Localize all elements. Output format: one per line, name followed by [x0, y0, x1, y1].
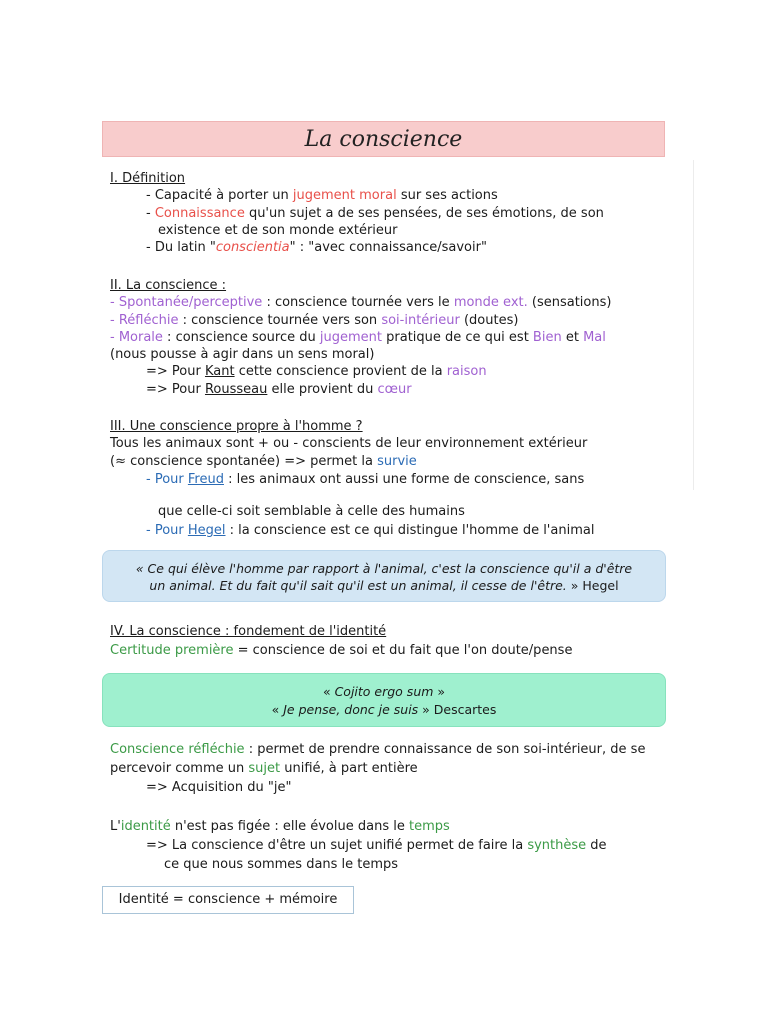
highlight: monde ext.	[453, 295, 528, 310]
text: pratique de ce qui est	[382, 330, 533, 345]
highlight: raison	[446, 364, 487, 379]
s2-line-1	[110, 294, 611, 311]
s5-line-1	[110, 741, 645, 758]
text: sur ses actions	[396, 188, 498, 203]
text: : conscience tournée vers le	[262, 295, 454, 310]
page-edge-divider	[693, 160, 694, 490]
s1-line-4	[146, 239, 487, 256]
s1-line-3: existence et de son monde extérieur	[158, 223, 398, 238]
text: " : "avec connaissance/savoir"	[289, 240, 487, 255]
text: (≈ conscience spontanée) => permet la	[110, 454, 378, 469]
text: qu'un sujet a de ses pensées, de ses émotions, de son	[244, 206, 604, 221]
highlight: jugement moral	[292, 188, 397, 203]
s5-line-3: => Acquisition du "je"	[146, 780, 292, 795]
s2-line-5	[146, 363, 487, 380]
highlight: - Morale	[110, 330, 163, 345]
quote-line-1: « Ce qui élève l'homme par rapport à l'animal, c'est la conscience qu'il a d'être	[135, 561, 633, 576]
s3-line-1: Tous les animaux sont + ou - conscients de leur environnement extérieur	[110, 436, 588, 451]
text: »	[433, 684, 446, 699]
highlight: - Pour	[146, 472, 188, 487]
s1-line-1	[146, 187, 498, 204]
text: «	[271, 702, 284, 717]
highlight: identité	[120, 819, 171, 834]
formula-box	[102, 886, 354, 914]
text: percevoir comme un	[110, 761, 249, 776]
text: elle provient du	[267, 382, 378, 397]
text: L'	[110, 819, 121, 834]
name: Freud	[187, 472, 224, 487]
highlight: conscientia	[215, 240, 290, 255]
s2-line-4: (nous pousse à agir dans un sens moral)	[110, 347, 375, 362]
text: : la conscience est ce qui distingue l'homme de l'animal	[225, 523, 595, 538]
s5-line-5	[146, 837, 607, 854]
s2-line-3	[110, 329, 606, 346]
section-3-heading: III. Une conscience propre à l'homme ?	[110, 419, 363, 434]
text: - Du latin "	[146, 240, 216, 255]
quote-author: » Descartes	[418, 702, 497, 717]
text: n'est pas figée : elle évolue dans le	[170, 819, 409, 834]
highlight: survie	[377, 454, 417, 469]
s5-line-6: ce que nous sommes dans le temps	[164, 857, 399, 872]
s3-line-2	[110, 453, 417, 470]
quote-text: un animal. Et du fait qu'il sait qu'il est un animal, il cesse de l'être.	[149, 578, 567, 593]
text: - Capacité à porter un	[146, 188, 293, 203]
text: : conscience tournée vers son	[178, 313, 382, 328]
highlight: soi-intérieur	[381, 313, 460, 328]
title-banner	[102, 121, 665, 157]
text: cette conscience provient de la	[234, 364, 447, 379]
text: -	[146, 206, 155, 221]
s4-line-1	[110, 642, 572, 659]
text: unifié, à part entière	[280, 761, 418, 776]
section-2-heading: II. La conscience :	[110, 278, 227, 293]
page-title: La conscience	[304, 127, 463, 152]
highlight: - Pour	[146, 523, 188, 538]
s5-line-2	[110, 760, 418, 777]
highlight: - Spontanée/perceptive	[110, 295, 263, 310]
text: : les animaux ont aussi une forme de conscience, sans	[223, 472, 585, 487]
name: Kant	[204, 364, 235, 379]
s2-line-6	[146, 381, 412, 398]
text: et	[561, 330, 584, 345]
section-4-heading: IV. La conscience : fondement de l'identité	[110, 624, 387, 639]
text: de	[586, 838, 607, 853]
text: (sensations)	[527, 295, 612, 310]
highlight: temps	[408, 819, 450, 834]
name: Hegel	[187, 523, 226, 538]
quote-text: Cojito ergo sum	[334, 684, 434, 699]
highlight: Bien	[532, 330, 562, 345]
highlight: sujet	[248, 761, 281, 776]
highlight: Conscience réfléchie	[110, 742, 245, 757]
section-1-heading: I. Définition	[110, 171, 186, 186]
highlight: synthèse	[527, 838, 587, 853]
quote-line-1	[103, 683, 665, 700]
highlight: jugement	[319, 330, 382, 345]
s3-line-3	[146, 471, 584, 488]
highlight: Mal	[583, 330, 606, 345]
highlight: Connaissance	[154, 206, 245, 221]
s5-line-4	[110, 818, 450, 835]
quote-text: Je pense, donc je suis	[283, 702, 419, 717]
highlight: - Réfléchie	[110, 313, 179, 328]
text: «	[322, 684, 335, 699]
name: Rousseau	[204, 382, 268, 397]
s3-line-5	[146, 522, 594, 539]
s2-line-2	[110, 312, 518, 329]
highlight: cœur	[377, 382, 412, 397]
quote-line-2	[103, 577, 665, 594]
quote-line-2	[103, 701, 665, 718]
descartes-quote-box	[102, 673, 666, 727]
text: => Pour	[146, 364, 205, 379]
text: : conscience source du	[162, 330, 320, 345]
s3-line-4: que celle-ci soit semblable à celle des humains	[158, 504, 465, 519]
highlight: Certitude première	[110, 643, 234, 658]
text: (doutes)	[459, 313, 519, 328]
formula-text: Identité = conscience + mémoire	[118, 892, 338, 907]
s1-line-2	[146, 205, 604, 222]
text: = conscience de soi et du fait que l'on doute/pense	[233, 643, 573, 658]
text: => Pour	[146, 382, 205, 397]
text: => La conscience d'être un sujet unifié permet de faire la	[146, 838, 528, 853]
text: : permet de prendre connaissance de son soi-intérieur, de se	[244, 742, 646, 757]
quote-author: » Hegel	[566, 578, 619, 593]
hegel-quote-box	[102, 550, 666, 602]
